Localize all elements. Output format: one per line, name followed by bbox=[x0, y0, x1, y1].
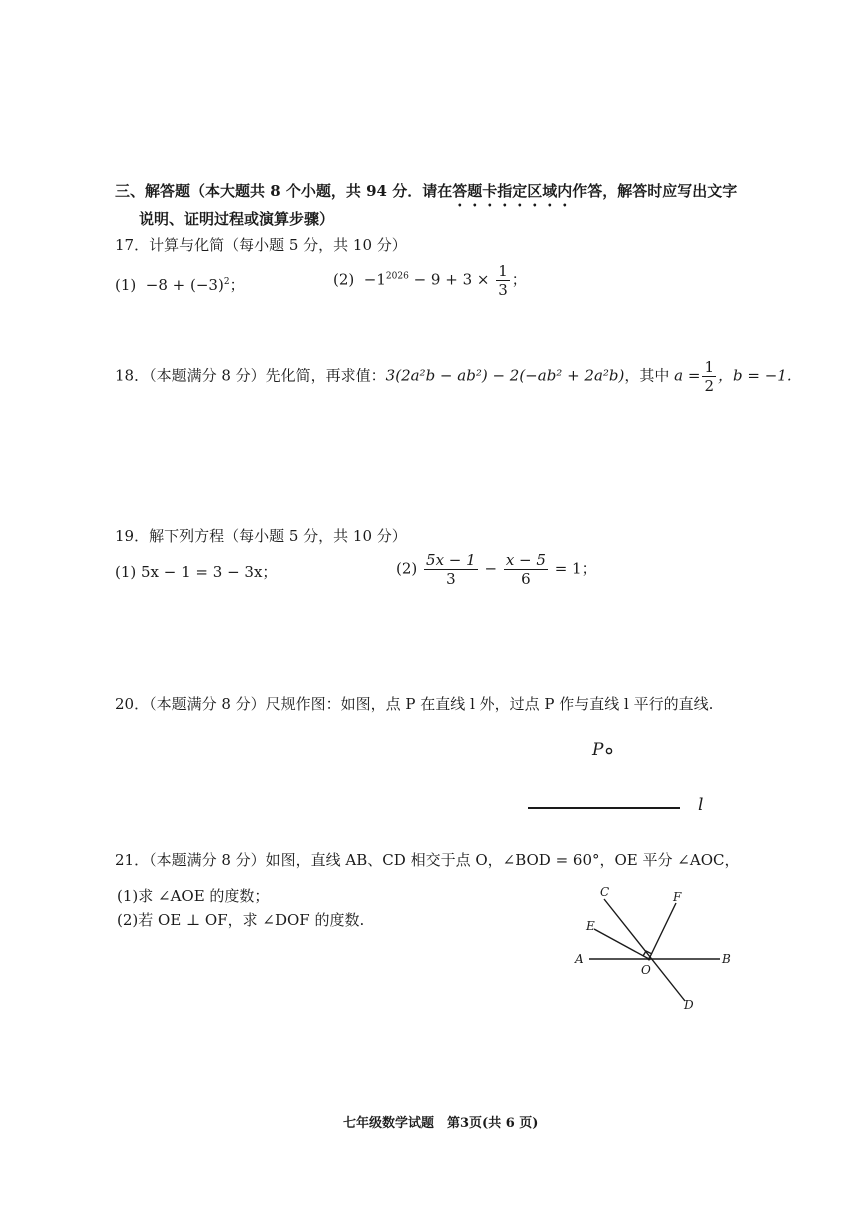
q19-title: 19．解下列方程（每小题 5 分，共 10 分） bbox=[115, 527, 407, 545]
ray-oe bbox=[594, 929, 649, 959]
page-footer: 七年级数学试题 第3页(共 6 页) bbox=[343, 1116, 539, 1131]
q20-question: 20．（本题满分 8 分）尺规作图：如图，点 P 在直线 l 外，过点 P 作与直线 l 平行的直线. bbox=[115, 695, 714, 713]
point-p-dot bbox=[606, 748, 611, 753]
fraction-one-half: $\frac{1}{2}$ bbox=[704, 358, 714, 395]
label-b: B bbox=[722, 952, 731, 966]
label-f: F bbox=[673, 890, 682, 904]
q17-title: 17．计算与化简（每小题 5 分，共 10 分） bbox=[115, 236, 407, 254]
fraction-5x-minus-1-over-3: $\frac{5x - 1}{3}$ bbox=[426, 551, 476, 588]
line-l-label: l bbox=[698, 795, 704, 815]
point-o bbox=[648, 958, 651, 961]
label-o: O bbox=[641, 963, 651, 977]
section-title-line2: 说明、证明过程或演算步骤） bbox=[139, 210, 335, 228]
q18-question: 18．（本题满分 8 分）先化简，再求值：3(2a²b − ab²) − 2(−ab² + 2a²b)，其中 a = $\frac{1}{2}$ ，b = −1. bbox=[115, 358, 792, 395]
q20-figure bbox=[520, 735, 720, 815]
section-title-emphasis: 答题卡指定区域内 bbox=[452, 182, 573, 200]
fraction-x-minus-5-over-6: $\frac{x - 5}{6}$ bbox=[505, 551, 546, 588]
label-e: E bbox=[586, 919, 595, 933]
q19-part2: (2) $\frac{5x - 1}{3}$ − $\frac{x - 5}{6}$ = 1； bbox=[396, 551, 597, 588]
ray-of bbox=[649, 903, 676, 959]
q17-part2: $(2) -1^{2026} - 9 + 3$ × $\frac{1}{3}$ ； bbox=[333, 262, 527, 299]
q21-question: 21．（本题满分 8 分）如图，直线 AB、CD 相交于点 O，∠BOD = 60°，OE 平分 ∠AOC， bbox=[115, 851, 740, 869]
label-d: D bbox=[684, 998, 694, 1012]
q17-part1: $(1) -8 + (-3)^2$； bbox=[115, 276, 245, 294]
section-title: 三、解答题（本大题共 8 个小题，共 94 分．请在答题卡指定区域内作答，解答时应写出文字 bbox=[115, 182, 738, 200]
q21-part1: (1)求 ∠AOE 的度数； bbox=[117, 887, 270, 905]
label-a: A bbox=[575, 952, 584, 966]
q18-expression: 3(2a²b − ab²) − 2(−ab² + 2a²b) bbox=[385, 366, 625, 385]
point-p-label: P bbox=[592, 740, 604, 760]
fraction-one-third: $\frac{1}{3}$ bbox=[498, 262, 508, 299]
line-cd bbox=[604, 899, 685, 1001]
label-c: C bbox=[600, 885, 610, 899]
q21-part2: (2)若 OE ⊥ OF，求 ∠DOF 的度数. bbox=[117, 911, 365, 929]
q21-figure bbox=[560, 885, 750, 1015]
q19-part1: (1) 5x − 1 = 3 − 3x； bbox=[115, 563, 278, 581]
